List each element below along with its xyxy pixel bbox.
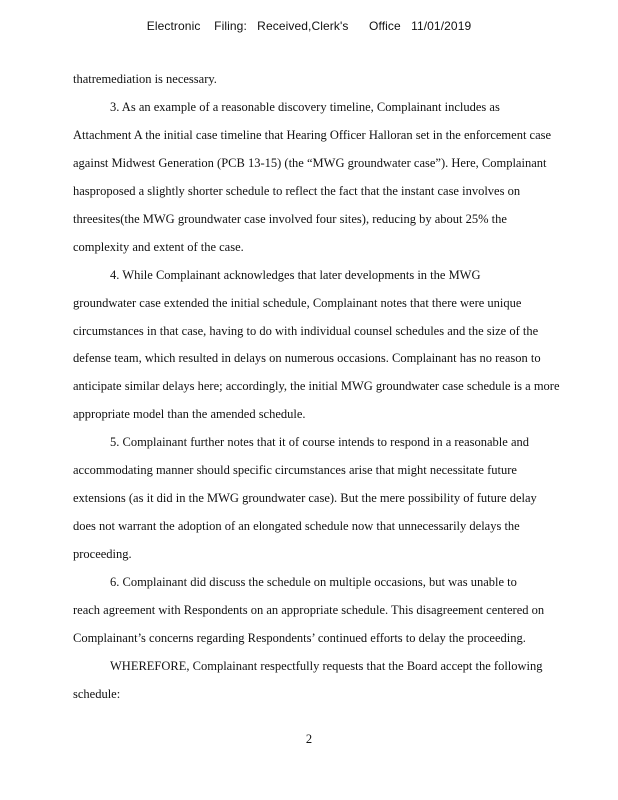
body-line: accommodating manner should specific circumstances arise that might necessitate future <box>73 463 517 477</box>
paragraph-5-first-line: 5. Complainant further notes that it of course intends to respond in a reasonable and <box>110 435 529 449</box>
body-line: does not warrant the adoption of an elongated schedule now that unnecessarily delays the <box>73 519 520 533</box>
body-line: Attachment A the initial case timeline that Hearing Officer Halloran set in the enforcement case <box>73 128 552 142</box>
body-line: complexity and extent of the case. <box>73 240 244 254</box>
body-line: against Midwest Generation (PCB 13-15) (the “MWG groundwater case”). Here, Complainant <box>73 156 547 170</box>
paragraph-6-first-line: 6. Complainant did discuss the schedule on multiple occasions, but was unable to <box>110 575 517 589</box>
body-line: thatremediation is necessary. <box>73 72 217 86</box>
body-line: proceeding. <box>73 547 132 561</box>
paragraph-4-first-line: 4. While Complainant acknowledges that later developments in the MWG <box>110 268 481 282</box>
body-line: groundwater case extended the initial schedule, Complainant notes that there were unique <box>73 296 522 310</box>
wherefore-line: WHEREFORE, Complainant respectfully requests that the Board accept the following <box>110 659 543 673</box>
body-line: appropriate model than the amended schedule. <box>73 407 306 421</box>
paragraph-3-first-line: 3. As an example of a reasonable discovery timeline, Complainant includes as <box>110 100 500 114</box>
body-line: anticipate similar delays here; accordingly, the initial MWG groundwater case schedule is a more <box>73 379 560 393</box>
body-line: circumstances in that case, having to do with individual counsel schedules and the size of the <box>73 324 539 338</box>
body-line: threesites(the MWG groundwater case involved four sites), reducing by about 25% the <box>73 212 507 226</box>
body-line: defense team, which resulted in delays on numerous occasions. Complainant has no reason to <box>73 351 541 365</box>
body-line: reach agreement with Respondents on an appropriate schedule. This disagreement centered on <box>73 603 545 617</box>
body-line: schedule: <box>73 687 121 701</box>
body-line: Complainant’s concerns regarding Respondents’ continued efforts to delay the proceeding. <box>73 631 526 645</box>
filing-stamp-header: Electronic Filing: Received,Clerk's Office 11/01/2019 <box>146 19 472 33</box>
body-line: extensions (as it did in the MWG groundwater case). But the mere possibility of future delay <box>73 491 537 505</box>
page-number: 2 <box>305 732 313 746</box>
body-line: hasproposed a slightly shorter schedule to reflect the fact that the instant case involves on <box>73 184 521 198</box>
